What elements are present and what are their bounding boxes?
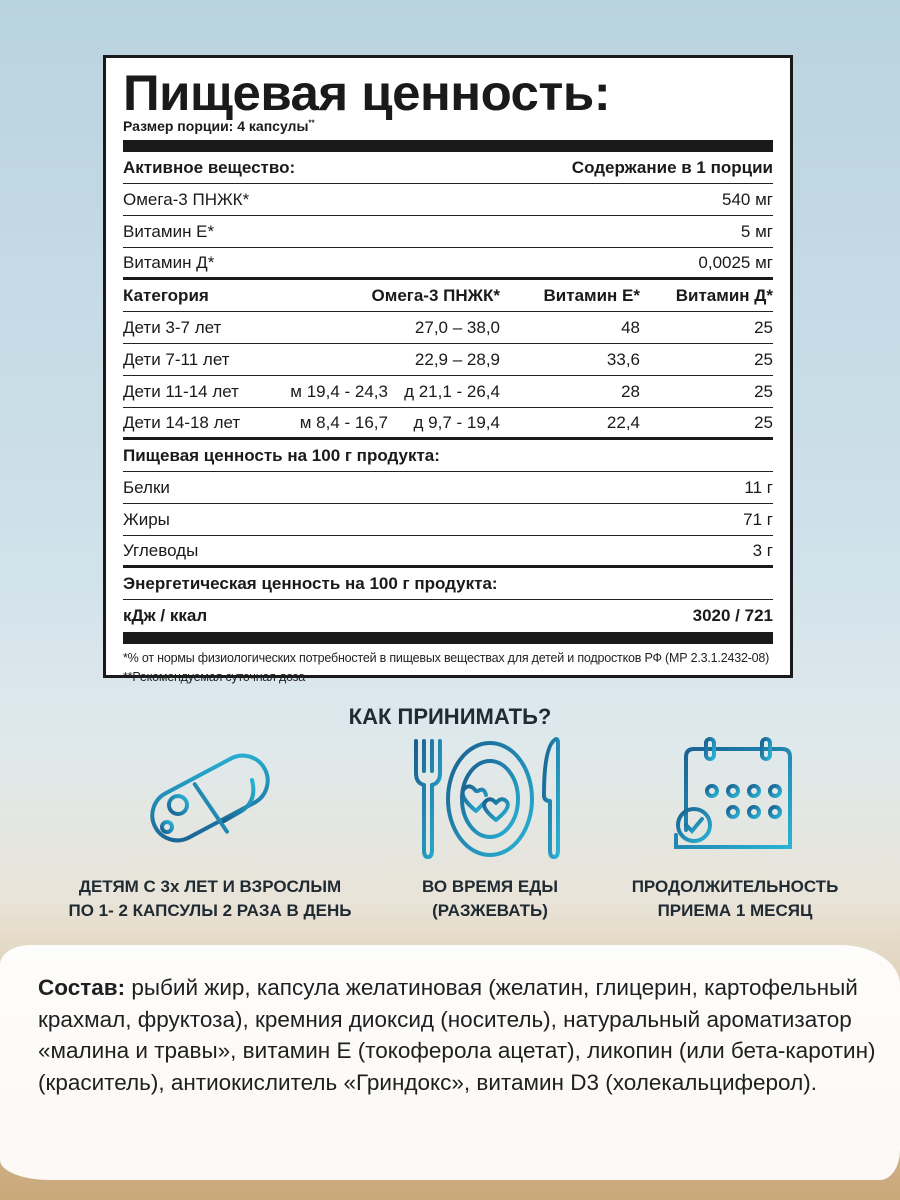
category-header-e: Витамин Е* (543, 285, 640, 305)
category-omega: д 21,1 - 26,4 (404, 381, 500, 401)
how-item-meal (390, 875, 590, 923)
nutrition-row (123, 536, 773, 568)
nutrition-value: 71 г (743, 509, 773, 529)
category-header-d: Витамин Д* (675, 285, 773, 305)
footnotes (123, 649, 773, 687)
energy-row (123, 600, 773, 632)
category-omega: д 9,7 - 19,4 (413, 412, 500, 432)
active-value: 0,0025 мг (698, 252, 773, 272)
footnote: **Рекомендуемая суточная доза (123, 670, 305, 684)
category-header-omega: Омега-3 ПНЖК* (371, 285, 500, 305)
category-d: 25 (754, 381, 773, 401)
how-to-take-title: КАК ПРИНИМАТЬ? (348, 704, 552, 729)
category-row (123, 344, 773, 376)
how-line: ПРОДОЛЖИТЕЛЬНОСТЬ (631, 877, 839, 896)
capsule-icon (140, 735, 280, 855)
category-name: Дети 7-11 лет (123, 349, 230, 369)
divider-bar (123, 632, 773, 644)
active-header (123, 152, 773, 184)
nutrition-header-text: Пищевая ценность на 100 г продукта: (123, 445, 440, 465)
active-row (123, 248, 773, 280)
category-omega-male: м 8,4 - 16,7 (299, 412, 388, 432)
category-omega-male: м 19,4 - 24,3 (290, 381, 388, 401)
divider-bar (123, 140, 773, 152)
category-e: 48 (621, 317, 640, 337)
active-name: Витамин Е* (123, 221, 215, 241)
category-omega: 22,9 – 28,9 (414, 349, 500, 369)
panel-title: Пищевая ценность: (123, 65, 611, 121)
how-line: (РАЗЖЕВАТЬ) (432, 901, 548, 920)
category-row (123, 376, 773, 408)
active-row (123, 216, 773, 248)
how-line: ВО ВРЕМЯ ЕДЫ (422, 877, 558, 896)
category-name: Дети 11-14 лет (123, 381, 239, 401)
category-e: 33,6 (606, 349, 640, 369)
active-value: 5 мг (740, 221, 773, 241)
category-name: Дети 14-18 лет (123, 412, 241, 432)
how-line: ДЕТЯМ С 3х ЛЕТ И ВЗРОСЛЫМ (78, 877, 342, 896)
energy-name: кДж / ккал (123, 606, 208, 625)
category-e: 22,4 (606, 412, 640, 432)
nutrition-name: Жиры (123, 509, 170, 529)
serving-text: Размер порции: 4 капсулы (123, 118, 309, 134)
category-d: 25 (754, 349, 773, 369)
active-header-right: Содержание в 1 порции (571, 157, 773, 177)
how-line: ПРИЕМА 1 МЕСЯЦ (657, 901, 813, 920)
serving-mark: ** (308, 118, 315, 128)
nutrition-row (123, 504, 773, 536)
energy-value: 3020 / 721 (692, 606, 773, 625)
category-omega: 27,0 – 38,0 (414, 317, 500, 337)
category-d: 25 (754, 412, 773, 432)
nutrition-header (123, 440, 773, 472)
active-name: Омега-3 ПНЖК* (123, 189, 250, 209)
nutrition-value: 3 г (752, 540, 773, 560)
how-item-dosage (20, 875, 400, 923)
nutrition-name: Белки (123, 477, 170, 497)
category-row (123, 408, 773, 440)
active-name: Витамин Д* (123, 252, 215, 272)
energy-header-text: Энергетическая ценность на 100 г продукта: (123, 573, 498, 593)
active-row (123, 184, 773, 216)
nutrition-facts-panel (103, 55, 793, 684)
how-item-duration (585, 875, 885, 923)
energy-header (123, 568, 773, 600)
nutrition-value: 11 г (744, 477, 773, 497)
category-header (123, 280, 773, 312)
footnote: *% от нормы физиологических потребностей в пищевых веществах для детей и подростков РФ (МР 2.3.1.2432-08) (123, 651, 770, 665)
composition-text: рыбий жир, капсула желатиновая (желатин, глицерин, картофельный крахмал, фруктоза), кремния диоксид (носитель), натуральный ароматизатор «малина и травы», витамин Е (токоферола ацетат), ликопин (или бета-каротин) (краситель), антиокислитель «Гриндокс», витамин D3 (холекальциферол). (38, 975, 876, 1095)
plate-icon (412, 735, 572, 860)
category-row (123, 312, 773, 344)
active-header-left: Активное вещество: (123, 157, 296, 177)
category-name: Дети 3-7 лет (123, 317, 222, 337)
category-d: 25 (754, 317, 773, 337)
nutrition-row (123, 472, 773, 504)
calendar-icon (672, 735, 802, 860)
composition (38, 972, 878, 1098)
active-value: 540 мг (722, 189, 773, 209)
category-header-name: Категория (123, 285, 209, 305)
composition-label: Состав: (38, 975, 126, 1000)
nutrition-name: Углеводы (123, 540, 199, 560)
how-line: ПО 1- 2 КАПСУЛЫ 2 РАЗА В ДЕНЬ (68, 901, 352, 920)
category-e: 28 (621, 381, 640, 401)
